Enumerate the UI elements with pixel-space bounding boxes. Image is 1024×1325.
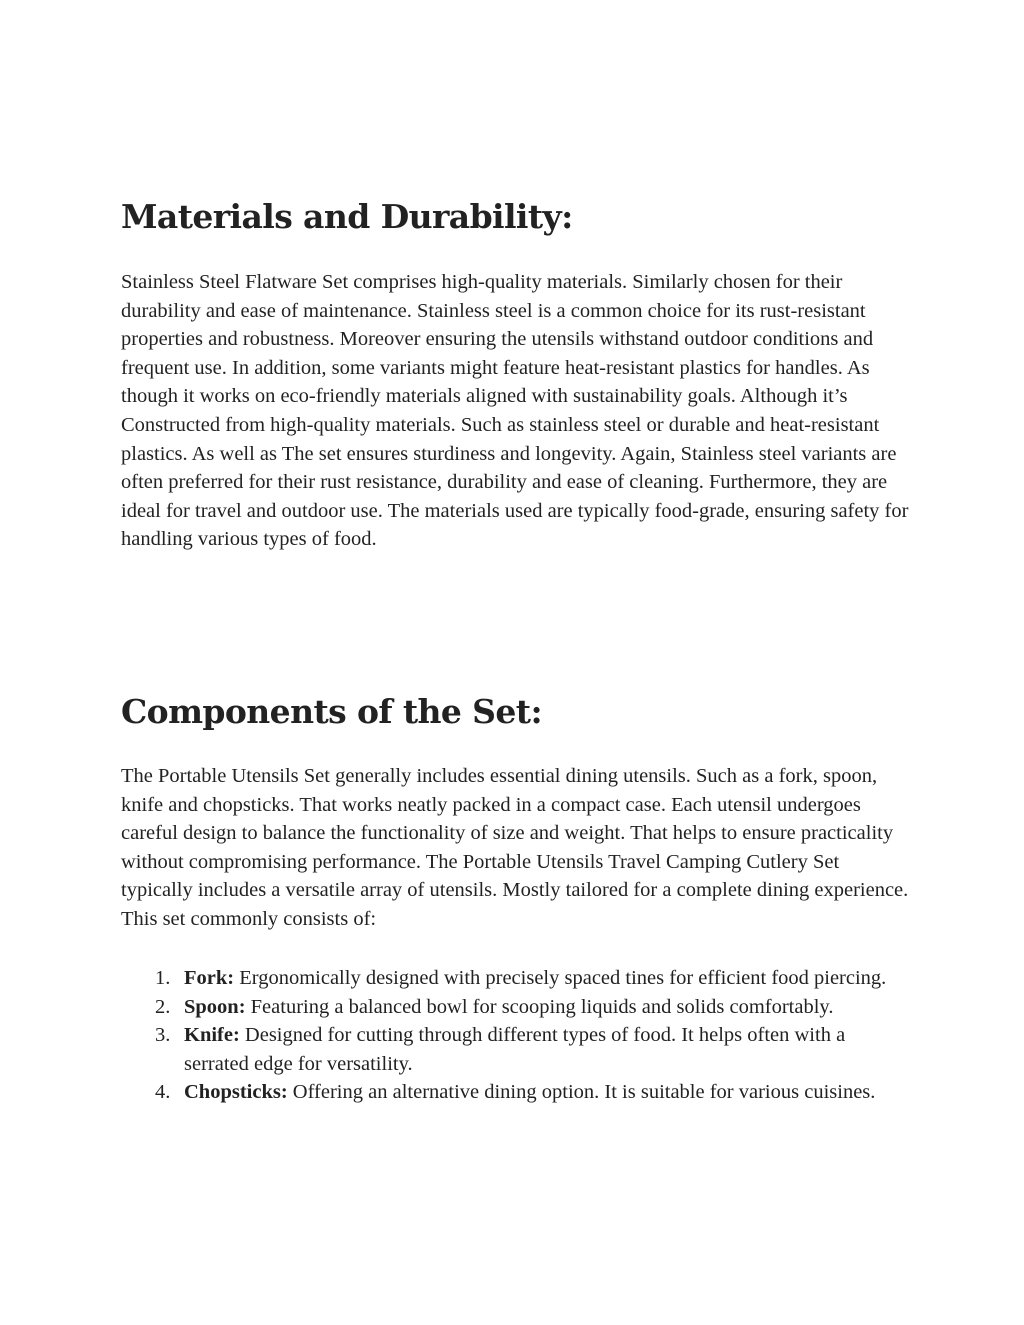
- list-item-number: 3.: [155, 1024, 171, 1047]
- list-item-text: Featuring a balanced bowl for scooping liquids and solids comfortably.: [245, 995, 834, 1018]
- list-item-term: Chopsticks:: [184, 1081, 288, 1104]
- list-item-term: Spoon:: [184, 995, 246, 1018]
- list-item-term: Knife:: [184, 1024, 240, 1047]
- list-item-number: 2.: [155, 995, 171, 1018]
- section-paragraph-components: The Portable Utensils Set generally includes essential dining utensils. Such as a fork, spoon, knife and chopsticks. That works neatly packed in a compact case. Each utensil undergoes careful design to balance the functionality of size and weight. That helps to ensure practicality without compromising performance. The Portable Utensils Travel Camping Cutlery Set typically includes a versatile array of utensils. Mostly tailored for a complete dining experience. This set commonly consists of:: [121, 765, 909, 930]
- list-item: [121, 964, 911, 993]
- list-item: [121, 1021, 911, 1078]
- list-item-text: Designed for cutting through different types of food. It helps often with a serrated edge for versatility.: [184, 1024, 846, 1075]
- section-heading-components: Components of the Set:: [121, 692, 543, 731]
- list-item-number: 1.: [155, 967, 171, 989]
- list-item: [121, 993, 911, 1022]
- list-item-term: Fork:: [184, 967, 235, 989]
- section-paragraph-materials: Stainless Steel Flatware Set comprises high-quality materials. Similarly chosen for their durability and ease of maintenance. Stainless steel is a common choice for its rust-resistant properties and robustness. Moreover ensuring the utensils withstand outdoor conditions and frequent use. In addition, some variants might feature heat-resistant plastics for handles. As though it works on eco-friendly materials aligned with sustainability goals. Although it’s Constructed from high-quality materials. Such as stainless steel or durable and heat-resistant plastics. As well as The set ensures sturdiness and longevity. Again, Stainless steel variants are often preferred for their rust resistance, durability and ease of cleaning. Furthermore, they are ideal for travel and outdoor use. The materials used are typically food-grade, ensuring safety for handling various types of food.: [121, 271, 909, 551]
- list-item-number: 4.: [155, 1081, 171, 1104]
- components-list: [121, 964, 911, 1107]
- list-item-text: Ergonomically designed with precisely spaced tines for efficient food piercing.: [234, 967, 887, 989]
- section-heading-materials: Materials and Durability:: [121, 197, 573, 236]
- list-item-text: Offering an alternative dining option. It is suitable for various cuisines.: [287, 1081, 876, 1104]
- list-item: [121, 1078, 911, 1107]
